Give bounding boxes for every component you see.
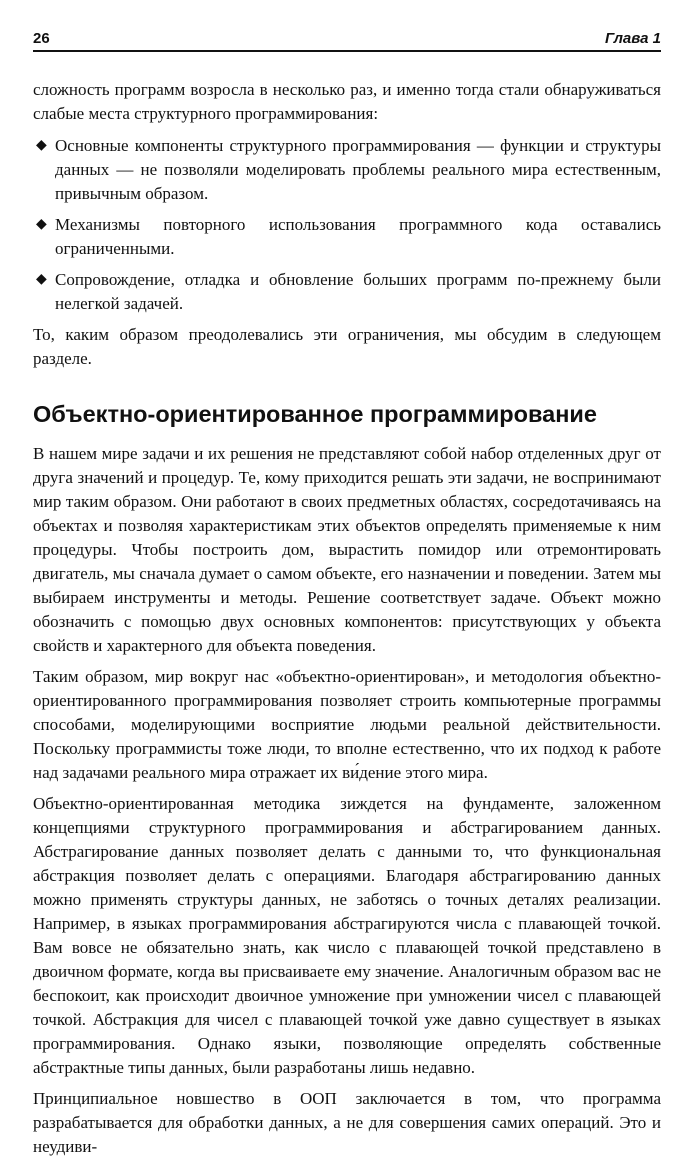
body-paragraph: Принципиальное новшество в ООП заключается в том, что программа разрабатывается для обработки данных, а не для совершения самих операций. Это и неудиви- [33, 1089, 661, 1156]
running-header [33, 30, 661, 52]
diamond-bullet-icon: ◆ [36, 272, 47, 287]
body-paragraph: Объектно-ориентированная методика зиждется на фундаменте, заложенном концепциями структурного программирования и абстрагированием данных. Абстрагирование данных позволяет делать с данными то, что функциональная абстракция позволяет делать с операциями. Благодаря абстрагированию данных можно применять структуры данных, не заботясь о точных деталях реализации. Например, в языках программирования абстрагируются числа с плавающей точкой. Вам вовсе не обязательно знать, как число с плавающей точкой представлено в двоичном формате, когда вы присваиваете ему значение. Аналогичным образом вас не беспокоит, как происходит двоичное умножение при умножении чисел с плавающей точкой. Абстракция для чисел с плавающей точкой уже давно существует в языках программирования. Однако языки, позволяющие определять собственные абстрактные типы данных, были разработаны лишь недавно. [33, 794, 661, 1077]
page-number: 26 [33, 30, 50, 47]
intro-paragraph: сложность программ возросла в несколько раз, и именно тогда стали обнаруживаться слабые места структурного программирования: [33, 80, 661, 123]
list-item [33, 268, 661, 316]
body-paragraph: Таким образом, мир вокруг нас «объектно-ориентирован», и методология объектно-ориентированного программирования позволяет строить компьютерные программы способами, моделирующими восприятие людьми реальной действительности. Поскольку программисты тоже люди, то вполне естественно, что их подход к работе над задачами реального мира отражает их ви́дение этого мира. [33, 667, 661, 782]
body-paragraph: В нашем мире задачи и их решения не представляют собой набор отделенных друг от друга значений и процедур. Те, кому приходится решать эти задачи, не воспринимают мир таким образом. Они работают в своих предметных областях, сосредотачиваясь на объектах и позволяя характеристикам этих объектов определять применяемые к ним процедуры. Чтобы построить дом, вырастить помидор или отремонтировать двигатель, мы сначала думает о самом объекте, его назначении и поведении. Затем мы выбираем инструменты и методы. Решение соответствует задаче. Объект можно обозначить с помощью двух основных компонентов: присутствующих у объекта свойств и характерного для объекта поведения. [33, 444, 661, 655]
list-item [33, 213, 661, 261]
diamond-bullet-icon: ◆ [36, 138, 47, 153]
list-item-text: Основные компоненты структурного программирования — функции и структуры данных — не позволяли моделировать проблемы реального мира естественным, привычным образом. [55, 136, 661, 203]
list-item-text: Сопровождение, отладка и обновление больших программ по-прежнему были нелегкой задачей. [55, 270, 661, 313]
problems-list [33, 134, 661, 316]
closing-paragraph: То, каким образом преодолевались эти ограничения, мы обсудим в следующем разделе. [33, 325, 661, 368]
section-heading: Объектно-ориентированное программирование [33, 401, 597, 427]
list-item-text: Механизмы повторного использования программного кода оставались ограниченными. [55, 215, 661, 258]
diamond-bullet-icon: ◆ [36, 217, 47, 232]
book-page [33, 30, 661, 1166]
list-item [33, 134, 661, 206]
chapter-label: Глава 1 [604, 30, 661, 47]
